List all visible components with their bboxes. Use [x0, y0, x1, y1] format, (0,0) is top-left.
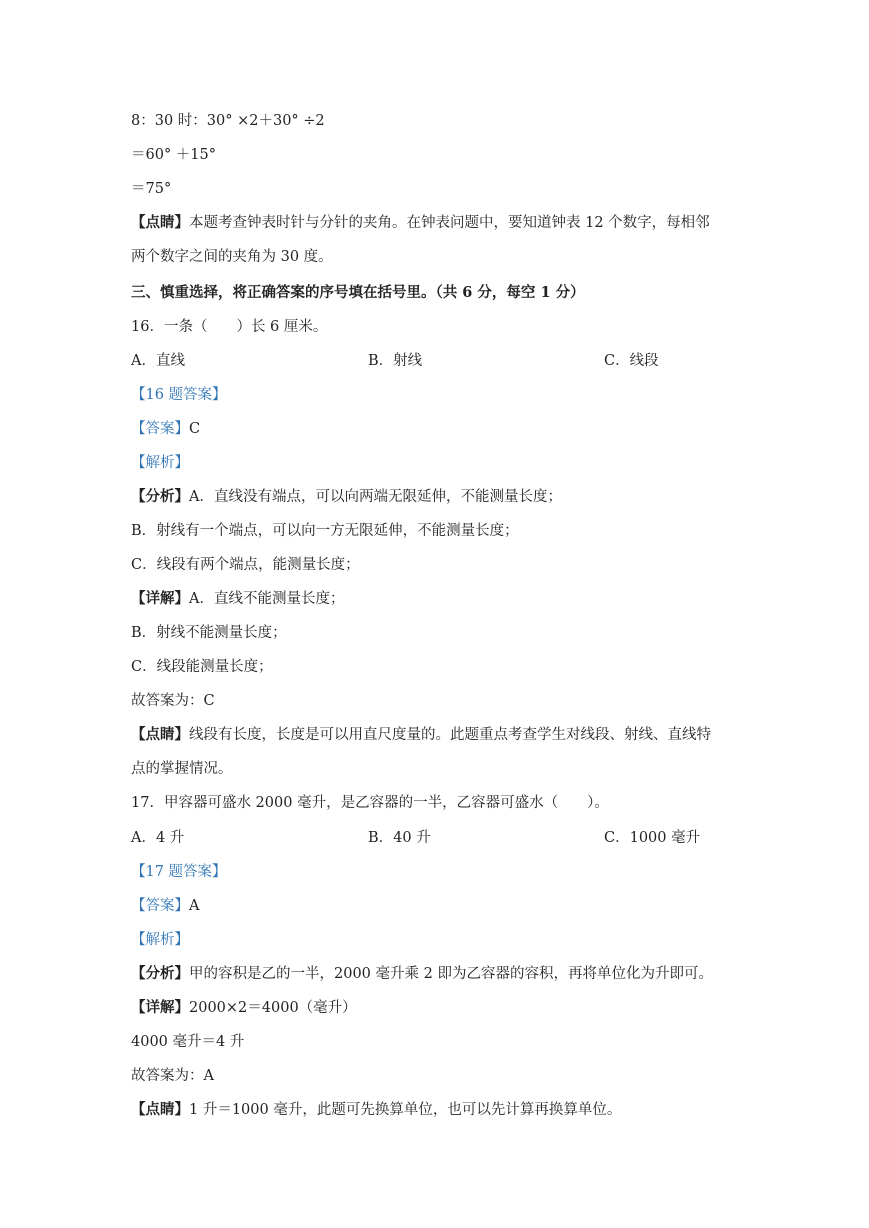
q17-xiangjie-a [131, 998, 357, 1018]
q17-answer-heading: 【17 题答案】 [131, 864, 227, 880]
q17-option-a: A．4 升 [131, 830, 185, 846]
q17-answer [131, 896, 199, 916]
answer-value: A [189, 898, 200, 914]
note1-text-a: 本题考查钟表时针与分针的夹角。在钟表问题中，要知道钟表 12 个数字，每相邻 [189, 215, 710, 231]
dianjing-label: 【点睛】 [131, 1101, 189, 1118]
fenxi-text: A．直线没有端点，可以向两端无限延伸，不能测量长度； [189, 489, 562, 505]
q17-option-b: B．40 升 [368, 830, 431, 846]
fenxi-text: 甲的容积是乙的一半，2000 毫升乘 2 即为乙容器的容积，再将单位化为升即可。 [189, 966, 713, 982]
q16-answer-heading: 【16 题答案】 [131, 387, 227, 403]
q17-fenxi-a [131, 964, 713, 984]
xiangjie-label: 【详解】 [131, 999, 189, 1016]
q16-option-c: C．线段 [604, 353, 659, 369]
q16-fenxi-a [131, 487, 562, 507]
section-heading: 三、慎重选择，将正确答案的序号填在括号里。（共 6 分，每空 1 分） [131, 284, 585, 301]
dianjing-text: 线段有长度，长度是可以用直尺度量的。此题重点考查学生对线段、射线、直线特 [189, 727, 711, 743]
calc-line-3: ＝75° [131, 181, 172, 197]
q17-final-answer: 故答案为：A [131, 1068, 214, 1084]
calc-line-1: 8：30 时：30° ×2＋30° ÷2 [131, 113, 325, 129]
xiangjie-text: 2000×2＝4000（毫升） [189, 1000, 357, 1016]
q16-option-a: A．直线 [131, 353, 185, 369]
q16-analysis-heading: 【解析】 [131, 455, 189, 471]
q17-stem: 17．甲容器可盛水 2000 毫升，是乙容器的一半，乙容器可盛水（ ）。 [131, 795, 609, 811]
xiangjie-text: A．直线不能测量长度； [189, 591, 345, 607]
q17-option-c: C．1000 毫升 [604, 830, 701, 846]
q16-option-b: B．射线 [368, 353, 423, 369]
q16-xiangjie-c: C．线段能测量长度； [131, 659, 273, 675]
q16-dianjing-a [131, 725, 711, 745]
calc-line-2: ＝60° ＋15° [131, 147, 217, 163]
q17-analysis-heading: 【解析】 [131, 932, 189, 948]
fenxi-label: 【分析】 [131, 488, 189, 505]
answer-label: 【答案】 [131, 421, 189, 437]
fenxi-label: 【分析】 [131, 965, 189, 982]
q17-dianjing-a [131, 1100, 621, 1120]
dianjing-label: 【点睛】 [131, 726, 189, 743]
dianjing-label: 【点睛】 [131, 214, 189, 231]
q17-xiangjie-b: 4000 毫升＝4 升 [131, 1034, 245, 1050]
q16-xiangjie-a [131, 589, 344, 609]
answer-label: 【答案】 [131, 898, 189, 914]
answer-value: C [189, 421, 201, 437]
dianjing-text: 1 升＝1000 毫升，此题可先换算单位，也可以先计算再换算单位。 [189, 1102, 622, 1118]
xiangjie-label: 【详解】 [131, 590, 189, 607]
note1-line-b: 两个数字之间的夹角为 30 度。 [131, 249, 333, 265]
q16-xiangjie-b: B．射线不能测量长度； [131, 625, 287, 641]
q16-final-answer: 故答案为：C [131, 693, 215, 709]
q16-answer [131, 419, 200, 439]
q16-fenxi-b: B．射线有一个端点，可以向一方无限延伸，不能测量长度； [131, 523, 519, 539]
q16-fenxi-c: C．线段有两个端点，能测量长度； [131, 557, 360, 573]
q16-stem: 16．一条（ ）长 6 厘米。 [131, 319, 328, 335]
q16-dianjing-b: 点的掌握情况。 [131, 761, 233, 777]
note1-line-a [131, 213, 710, 233]
